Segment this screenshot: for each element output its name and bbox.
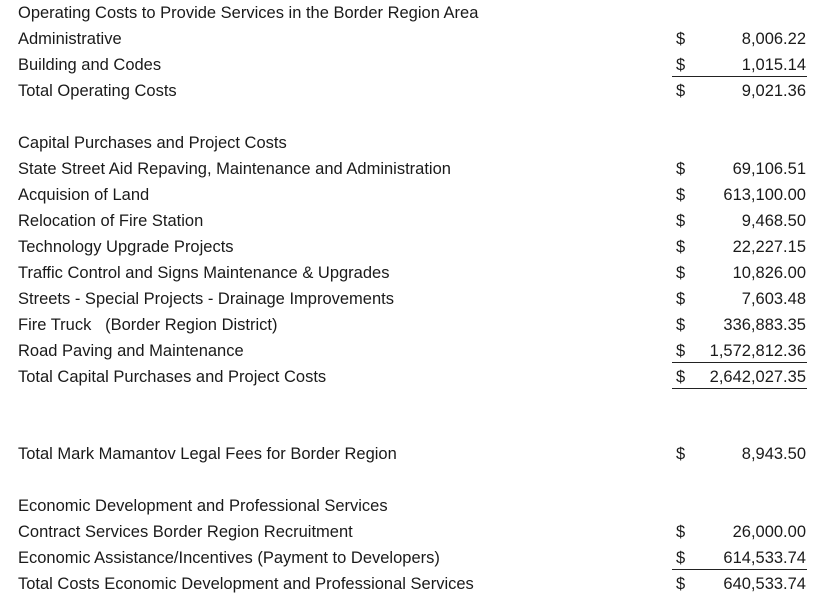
line-item-label: Fire Truck (Border Region District) <box>18 316 278 334</box>
currency-symbol: $ <box>676 212 686 230</box>
currency-symbol: $ <box>676 316 686 334</box>
line-item-row <box>18 338 818 364</box>
line-item-row <box>18 52 818 78</box>
total-rule <box>672 388 807 389</box>
total-label: Total Mark Mamantov Legal Fees for Border Region <box>18 445 397 463</box>
currency-symbol: $ <box>676 549 686 567</box>
line-item-label: Contract Services Border Region Recruitment <box>18 523 353 541</box>
line-item-label: Traffic Control and Signs Maintenance & Upgrades <box>18 264 390 282</box>
line-item-label: Road Paving and Maintenance <box>18 342 244 360</box>
currency-symbol: $ <box>676 160 686 178</box>
line-item-label: Economic Assistance/Incentives (Payment to Developers) <box>18 549 440 567</box>
section-header-capital-purchases <box>18 130 818 156</box>
line-item-amount: 613,100.00 <box>723 186 806 204</box>
total-row-economic-development <box>18 571 818 597</box>
line-item-row <box>18 234 818 260</box>
line-item-label: Building and Codes <box>18 56 162 74</box>
currency-symbol: $ <box>676 82 686 100</box>
total-row-operating-costs <box>18 78 818 104</box>
line-item-amount: 336,883.35 <box>723 316 806 334</box>
line-item-label: Streets - Special Projects - Drainage Improvements <box>18 290 394 308</box>
currency-symbol: $ <box>676 56 686 74</box>
currency-symbol: $ <box>676 264 686 282</box>
line-item-amount: 10,826.00 <box>732 264 806 282</box>
line-item-label: Acquision of Land <box>18 186 150 204</box>
total-amount: 640,533.74 <box>723 575 806 593</box>
total-row-capital-purchases <box>18 364 818 390</box>
subtotal-rule <box>672 76 807 77</box>
line-item-row <box>18 208 818 234</box>
section-header: Capital Purchases and Project Costs <box>18 134 287 152</box>
line-item-amount: 22,227.15 <box>732 238 806 256</box>
section-header-operating-costs <box>18 0 818 26</box>
currency-symbol: $ <box>676 30 686 48</box>
line-item-label: Technology Upgrade Projects <box>18 238 234 256</box>
total-label: Total Operating Costs <box>18 82 177 100</box>
line-item-row <box>18 182 818 208</box>
line-item-row <box>18 519 818 545</box>
line-item-row <box>18 286 818 312</box>
section-header: Economic Development and Professional Services <box>18 497 388 515</box>
line-item-amount: 1,015.14 <box>741 56 806 74</box>
currency-symbol: $ <box>676 368 686 386</box>
total-amount: 9,021.36 <box>741 82 806 100</box>
line-item-row <box>18 26 818 52</box>
line-item-row <box>18 156 818 182</box>
line-item-amount: 1,572,812.36 <box>709 342 806 360</box>
line-item-label: Administrative <box>18 30 122 48</box>
line-item-label: State Street Aid Repaving, Maintenance and Administration <box>18 160 451 178</box>
line-item-amount: 7,603.48 <box>741 290 806 308</box>
section-header: Operating Costs to Provide Services in the Border Region Area <box>18 4 479 22</box>
currency-symbol: $ <box>676 523 686 541</box>
line-item-row <box>18 312 818 338</box>
currency-symbol: $ <box>676 342 686 360</box>
total-row-legal-fees <box>18 441 818 467</box>
line-item-amount: 69,106.51 <box>732 160 806 178</box>
total-amount: 2,642,027.35 <box>709 368 806 386</box>
section-header-economic-development <box>18 493 818 519</box>
line-item-row <box>18 545 818 571</box>
currency-symbol: $ <box>676 290 686 308</box>
line-item-row <box>18 260 818 286</box>
line-item-amount: 26,000.00 <box>732 523 806 541</box>
subtotal-rule <box>672 362 807 363</box>
total-amount: 8,943.50 <box>741 445 806 463</box>
total-label: Total Costs Economic Development and Professional Services <box>18 575 474 593</box>
subtotal-rule <box>672 569 807 570</box>
line-item-amount: 614,533.74 <box>723 549 806 567</box>
currency-symbol: $ <box>676 238 686 256</box>
currency-symbol: $ <box>676 186 686 204</box>
total-label: Total Capital Purchases and Project Costs <box>18 368 327 386</box>
line-item-amount: 8,006.22 <box>741 30 806 48</box>
line-item-amount: 9,468.50 <box>741 212 806 230</box>
currency-symbol: $ <box>676 575 686 593</box>
currency-symbol: $ <box>676 445 686 463</box>
line-item-label: Relocation of Fire Station <box>18 212 204 230</box>
